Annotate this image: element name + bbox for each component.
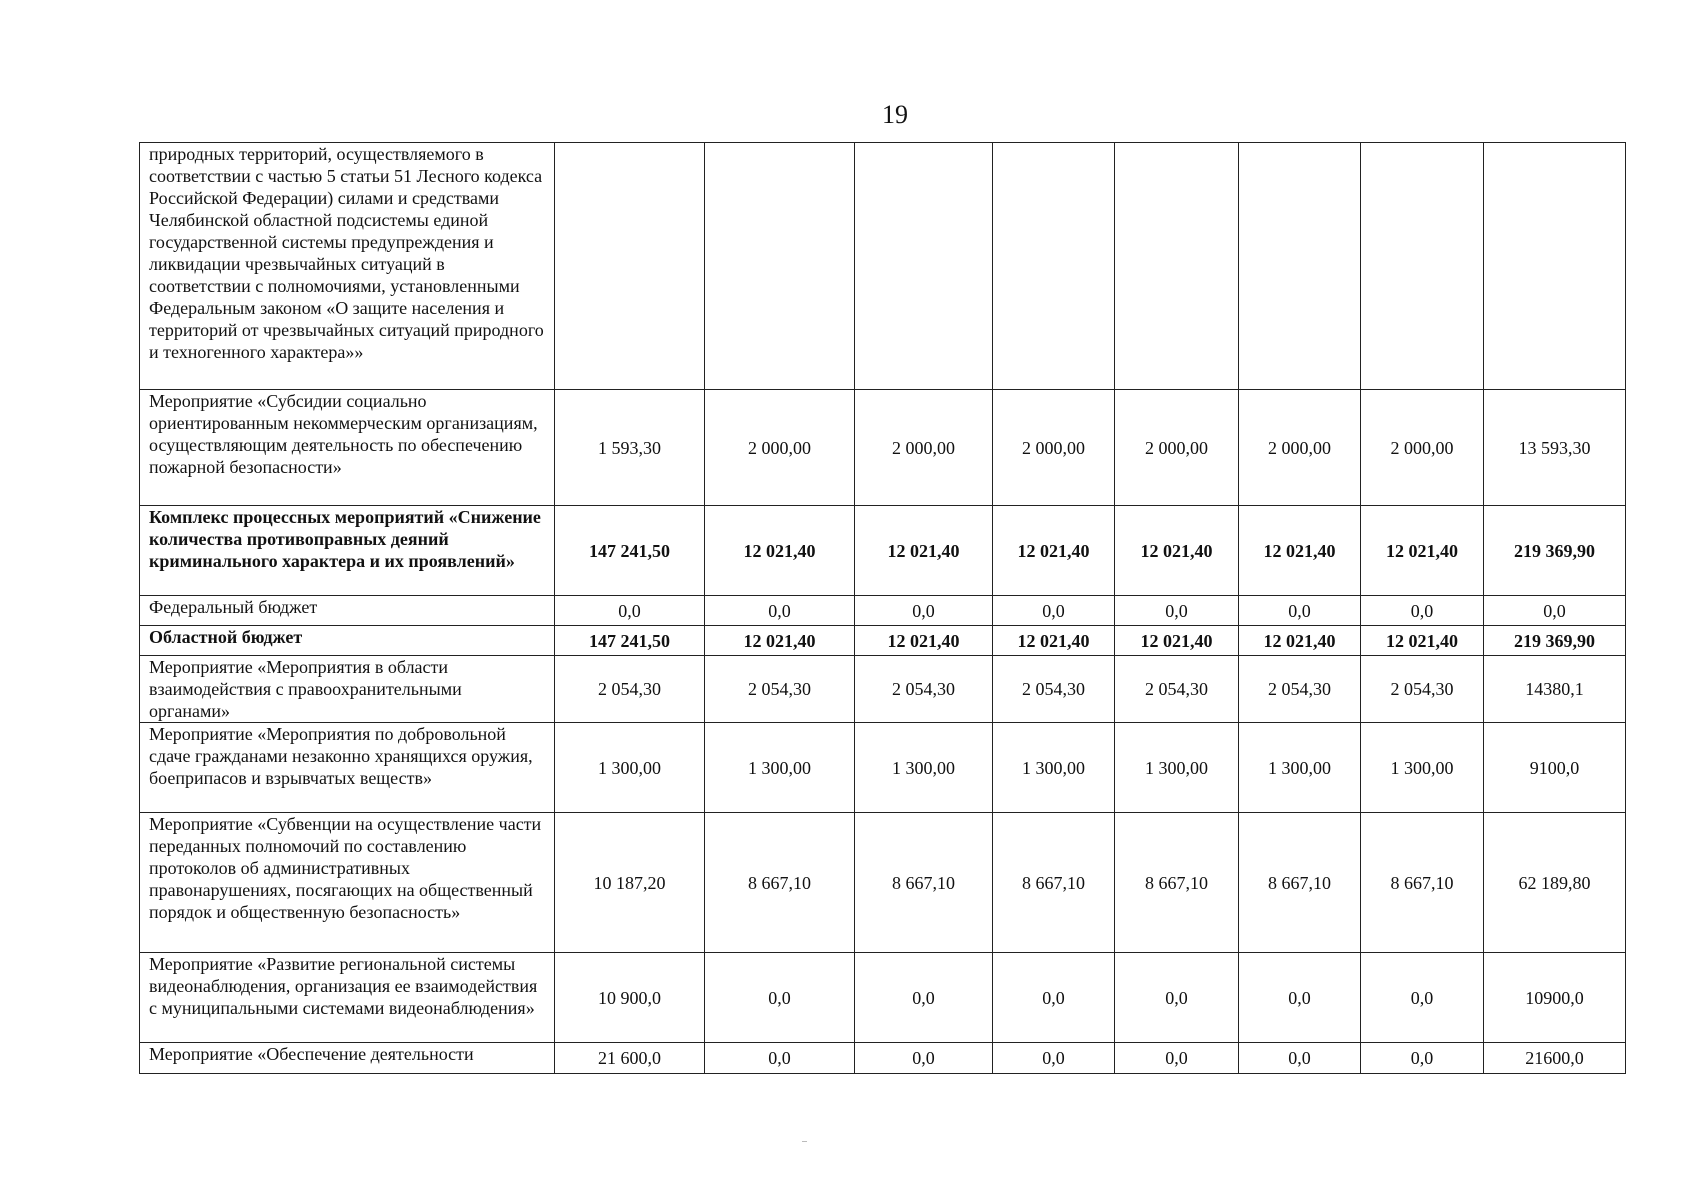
table-body <box>140 143 1626 1074</box>
table-row <box>140 813 1626 953</box>
row-total-cell: 219 369,90 <box>1484 626 1626 656</box>
year-value-cell: 0,0 <box>705 1043 855 1074</box>
year-value-cell: 0,0 <box>993 1043 1115 1074</box>
year-value-cell: 0,0 <box>1239 1043 1361 1074</box>
row-description: Мероприятие «Мероприятия в области взаимодействия с правоохранительными органами» <box>140 656 555 723</box>
year-value-cell: 12 021,40 <box>855 626 993 656</box>
row-total-cell: 219 369,90 <box>1484 506 1626 596</box>
year-value-cell: 0,0 <box>705 953 855 1043</box>
year-value-cell: 2 000,00 <box>1239 390 1361 506</box>
year-value-cell: 12 021,40 <box>1239 506 1361 596</box>
year-value-cell: 8 667,10 <box>1239 813 1361 953</box>
year-value-cell: 8 667,10 <box>705 813 855 953</box>
table-row <box>140 1043 1626 1074</box>
scan-artifact <box>802 1141 807 1142</box>
year-value-cell: 0,0 <box>705 596 855 626</box>
year-value-cell: 12 021,40 <box>1115 506 1239 596</box>
year-value-cell: 0,0 <box>1115 953 1239 1043</box>
year-value-cell: 0,0 <box>1361 953 1484 1043</box>
year-value-cell: 12 021,40 <box>1115 626 1239 656</box>
year-value-cell: 8 667,10 <box>1115 813 1239 953</box>
year-value-cell: 12 021,40 <box>1361 506 1484 596</box>
row-total-cell: 9100,0 <box>1484 723 1626 813</box>
year-value-cell: 0,0 <box>855 953 993 1043</box>
year-value-cell <box>993 143 1115 390</box>
year-value-cell: 0,0 <box>855 596 993 626</box>
table-row <box>140 506 1626 596</box>
table-row <box>140 723 1626 813</box>
year-value-cell: 8 667,10 <box>993 813 1115 953</box>
year-value-cell: 1 300,00 <box>1239 723 1361 813</box>
year-value-cell: 8 667,10 <box>855 813 993 953</box>
row-description: Федеральный бюджет <box>140 596 555 626</box>
year-value-cell <box>855 143 993 390</box>
row-description: природных территорий, осуществляемого в соответствии с частью 5 статьи 51 Лесного кодекса Российской Федерации) силами и средствами Челябинской областной подсистемы единой государственной системы предупреждения и ликвидации чрезвычайных ситуаций в соответствии с полномочиями, установленными Федеральным законом «О защите населения и территорий от чрезвычайных ситуаций природного и техногенного характера»» <box>140 143 555 390</box>
year-value-cell: 0,0 <box>993 596 1115 626</box>
year-value-cell: 1 593,30 <box>555 390 705 506</box>
year-value-cell: 0,0 <box>1361 1043 1484 1074</box>
year-value-cell: 12 021,40 <box>1239 626 1361 656</box>
year-value-cell: 1 300,00 <box>705 723 855 813</box>
year-value-cell: 12 021,40 <box>855 506 993 596</box>
year-value-cell: 2 054,30 <box>1239 656 1361 723</box>
year-value-cell: 21 600,0 <box>555 1043 705 1074</box>
year-value-cell: 1 300,00 <box>855 723 993 813</box>
year-value-cell: 147 241,50 <box>555 506 705 596</box>
row-total-cell: 13 593,30 <box>1484 390 1626 506</box>
year-value-cell: 2 054,30 <box>1115 656 1239 723</box>
year-value-cell: 2 054,30 <box>555 656 705 723</box>
year-value-cell: 10 900,0 <box>555 953 705 1043</box>
year-value-cell: 12 021,40 <box>705 626 855 656</box>
year-value-cell: 10 187,20 <box>555 813 705 953</box>
table-row <box>140 596 1626 626</box>
year-value-cell: 2 054,30 <box>705 656 855 723</box>
year-value-cell: 2 000,00 <box>1115 390 1239 506</box>
year-value-cell: 0,0 <box>1115 1043 1239 1074</box>
row-total-cell: 0,0 <box>1484 596 1626 626</box>
year-value-cell: 0,0 <box>1115 596 1239 626</box>
table-row <box>140 626 1626 656</box>
row-description: Мероприятие «Развитие региональной системы видеонаблюдения, организация ее взаимодействия с муниципальными системами видеонаблюдения» <box>140 953 555 1043</box>
table-row <box>140 656 1626 723</box>
year-value-cell <box>1239 143 1361 390</box>
row-total-cell <box>1484 143 1626 390</box>
row-description: Областной бюджет <box>140 626 555 656</box>
year-value-cell: 2 000,00 <box>1361 390 1484 506</box>
year-value-cell: 147 241,50 <box>555 626 705 656</box>
year-value-cell <box>1115 143 1239 390</box>
row-total-cell: 14380,1 <box>1484 656 1626 723</box>
year-value-cell: 1 300,00 <box>993 723 1115 813</box>
year-value-cell: 0,0 <box>1239 596 1361 626</box>
year-value-cell: 1 300,00 <box>555 723 705 813</box>
year-value-cell: 0,0 <box>555 596 705 626</box>
year-value-cell: 8 667,10 <box>1361 813 1484 953</box>
year-value-cell: 12 021,40 <box>993 626 1115 656</box>
year-value-cell <box>555 143 705 390</box>
year-value-cell: 12 021,40 <box>993 506 1115 596</box>
year-value-cell: 2 000,00 <box>705 390 855 506</box>
row-total-cell: 10900,0 <box>1484 953 1626 1043</box>
year-value-cell: 1 300,00 <box>1361 723 1484 813</box>
year-value-cell: 0,0 <box>993 953 1115 1043</box>
row-description: Мероприятие «Обеспечение деятельности <box>140 1043 555 1074</box>
year-value-cell: 12 021,40 <box>1361 626 1484 656</box>
page-number: 19 <box>882 100 908 129</box>
row-description: Мероприятие «Мероприятия по добровольной сдаче гражданами незаконно хранящихся оружия, боеприпасов и взрывчатых веществ» <box>140 723 555 813</box>
row-total-cell: 62 189,80 <box>1484 813 1626 953</box>
year-value-cell <box>1361 143 1484 390</box>
row-description: Комплекс процессных мероприятий «Снижение количества противоправных деяний криминального характера и их проявлений» <box>140 506 555 596</box>
year-value-cell: 2 000,00 <box>993 390 1115 506</box>
year-value-cell: 0,0 <box>855 1043 993 1074</box>
table-row <box>140 143 1626 390</box>
table-row <box>140 953 1626 1043</box>
table-row <box>140 390 1626 506</box>
row-description: Мероприятие «Субсидии социально ориентированным некоммерческим организациям, осуществляющим деятельность по обеспечению пожарной безопасности» <box>140 390 555 506</box>
year-value-cell <box>705 143 855 390</box>
year-value-cell: 0,0 <box>1239 953 1361 1043</box>
row-description: Мероприятие «Субвенции на осуществление части переданных полномочий по составлению протоколов об административных правонарушениях, посягающих на общественный порядок и общественную безопасность» <box>140 813 555 953</box>
row-total-cell: 21600,0 <box>1484 1043 1626 1074</box>
year-value-cell: 0,0 <box>1361 596 1484 626</box>
budget-table <box>139 142 1626 1074</box>
year-value-cell: 12 021,40 <box>705 506 855 596</box>
year-value-cell: 2 000,00 <box>855 390 993 506</box>
year-value-cell: 2 054,30 <box>1361 656 1484 723</box>
year-value-cell: 1 300,00 <box>1115 723 1239 813</box>
year-value-cell: 2 054,30 <box>993 656 1115 723</box>
year-value-cell: 2 054,30 <box>855 656 993 723</box>
